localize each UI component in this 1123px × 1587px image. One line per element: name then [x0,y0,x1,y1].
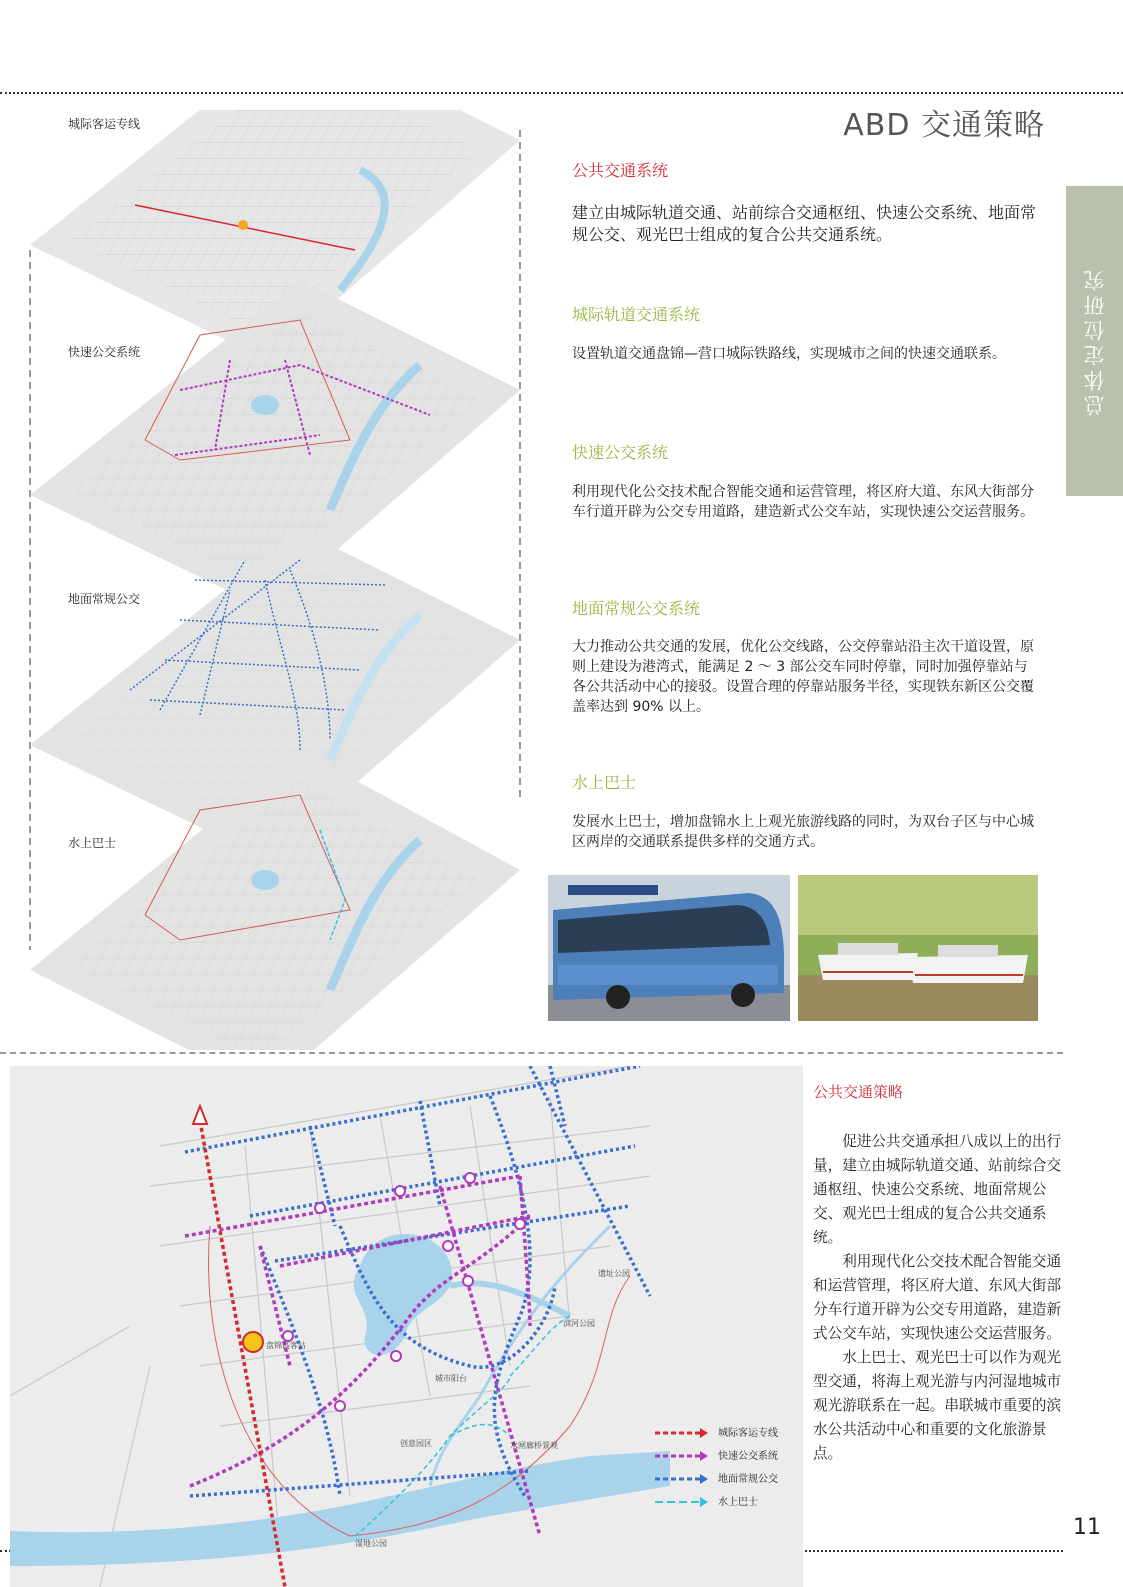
layer-label-bus: 地面常规公交 [68,592,141,606]
layer-stack-svg [0,110,560,1050]
place-label: 湿地公园 [355,1539,387,1548]
legend-label: 城际客运专线 [718,1428,778,1439]
text-public-transit: 建立由城际轨道交通、站前综合交通枢纽、快速公交系统、地面常规公交、观光巴士组成的复合公共交通系统。 [572,203,1037,244]
layer-label-rail: 城际客运专线 [68,117,141,131]
place-label: 城市阳台 [435,1374,467,1383]
strategy-paragraph: 水上巴士、观光巴士可以作为观光型交通，将海上观光游与内河湿地城市观光游联系在一起。串联城市重要的滨水公共活动中心和重要的文化旅游景点。 [813,1349,1062,1462]
photo-brt-bus [548,875,790,1021]
legend-label: 水上巴士 [718,1497,758,1508]
map-svg [10,1066,803,1587]
layer-label-brt: 快速公交系统 [68,345,141,359]
text-water-bus: 发展水上巴士，增加盘锦水上上观光旅游线路的同时，为双台子区与中心城区两岸的交通联系提供多样的交通方式。 [572,814,1034,850]
section-divider [0,1052,1063,1054]
place-label: 遗址公园 [598,1269,630,1278]
heading-strategy: 公共交通策略 [813,1083,904,1101]
page-title: ABD 交通策略 [843,108,1045,143]
heading-bus: 地面常规公交系统 [572,599,701,618]
legend-label: 快速公交系统 [718,1451,778,1462]
place-label: 盘锦高客站 [266,1341,306,1350]
photo-water-bus [798,875,1038,1021]
strategy-paragraph: 利用现代化公交技术配合智能交通和运营管理，将区府大道、东风大街部分车行道开辟为公交专用道路，建造新式公交车站，实现快速公交运营服务。 [813,1253,1062,1342]
side-tab [1066,186,1123,496]
layer-water [30,750,520,1050]
heading-brt: 快速公交系统 [572,443,669,462]
heading-public-transit: 公共交通系统 [572,161,669,180]
side-tab-label: 总体定位研究 [1082,266,1107,416]
transit-network-map [10,1066,803,1587]
layer-label-water: 水上巴士 [68,836,117,850]
page-number: 11 [1073,1515,1101,1540]
text-brt: 利用现代化公交技术配合智能交通和运营管理，将区府大道、东风大街部分车行道开辟为公交专用道路，建造新式公交车站，实现快速公交运营服务。 [572,484,1034,520]
top-dotted-rule [0,92,1123,94]
layer-diagram [0,110,560,1050]
place-label: 水闸廊桥景观 [510,1441,558,1450]
map-legend [655,1426,778,1508]
text-rail: 设置轨道交通盘锦—营口城际铁路线，实现城市之间的快速交通联系。 [572,346,1006,362]
text-bus: 大力推动公共交通的发展，优化公交线路，公交停靠站沿主次干道设置，原则上建设为港湾式，能满足 2 ～ 3 部公交车同时停靠，同时加强停靠站与各公共活动中心的接驳。设置合理的停靠站服务半径，实现铁东新区公交覆盖率达到 90% 以上。 [572,639,1034,715]
place-label: 滨河公园 [563,1319,595,1328]
strategy-paragraph: 促进公共交通承担八成以上的出行量，建立由城际轨道交通、站前综合交通枢纽、快速公交系统、地面常规公交、观光巴士组成的复合公共交通系统。 [813,1133,1062,1246]
heading-water-bus: 水上巴士 [572,773,637,792]
place-label: 创意园区 [400,1439,432,1448]
legend-label: 地面常规公交 [718,1474,778,1485]
heading-rail: 城际轨道交通系统 [572,305,701,324]
strategy-text [813,1130,1068,1466]
